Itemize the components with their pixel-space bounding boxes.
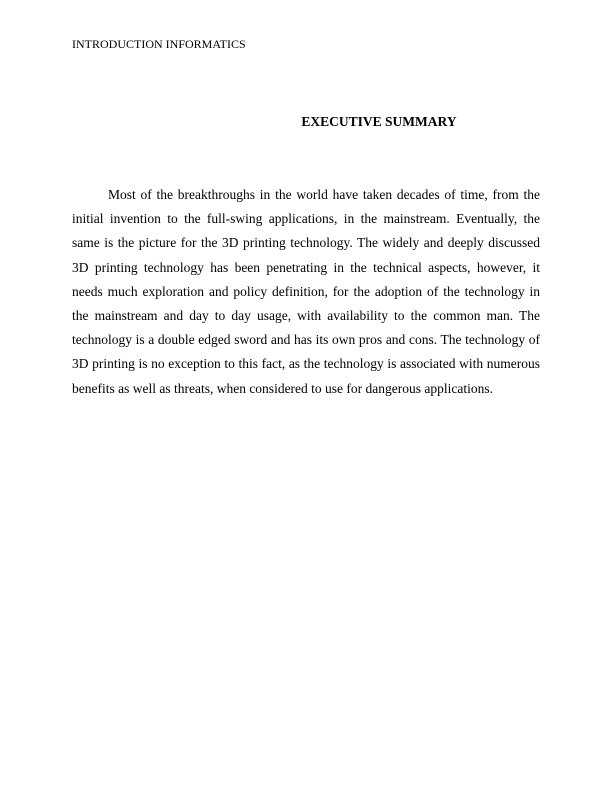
section-title-text: EXECUTIVE SUMMARY <box>301 114 457 129</box>
running-head: INTRODUCTION INFORMATICS <box>72 37 246 51</box>
executive-summary-paragraph: Most of the breakthroughs in the world have taken decades of time, from the initial invention to the full-swing applications, in the mainstream. Eventually, the same is the picture for the 3D printing technology. The widely and deeply discussed 3D printing technology has been penetrating in the technical aspects, however, it needs much exploration and policy definition, for the adoption of the technology in the mainstream and day to day usage, with availability to the common man. The technology is a double edged sword and has its own pros and cons. The technology of 3D printing is no exception to this fact, as the technology is associated with numerous benefits as well as threats, when considered to use for dangerous applications. <box>72 187 540 396</box>
section-title <box>72 114 576 130</box>
